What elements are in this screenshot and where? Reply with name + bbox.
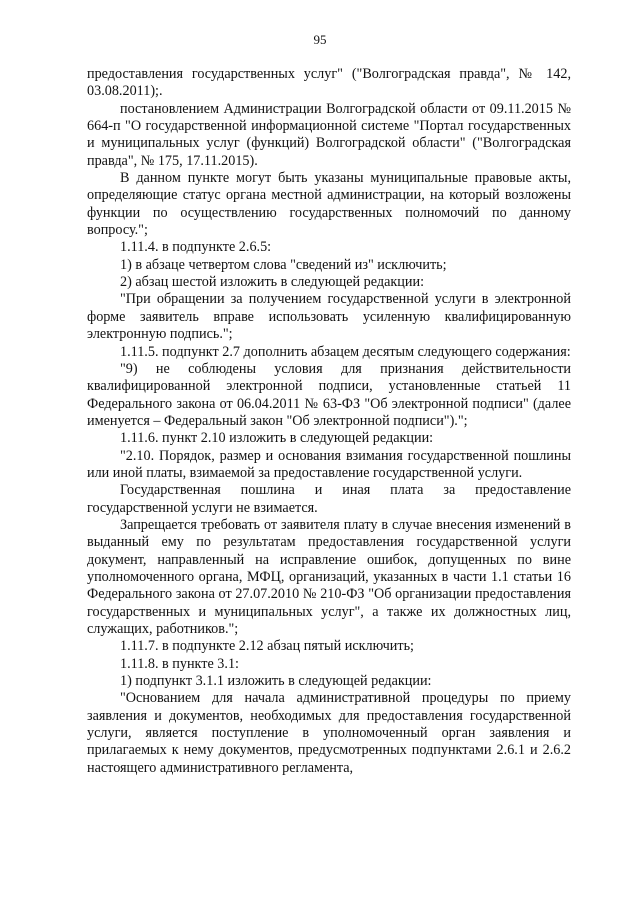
paragraph: 1.11.5. подпункт 2.7 дополнить абзацем десятым следующего содержания: — [120, 343, 571, 360]
paragraph: 1.11.6. пункт 2.10 изложить в следующей редакции: — [120, 430, 434, 447]
paragraph: 1.11.7. в подпункте 2.12 абзац пятый исключить; — [120, 638, 414, 655]
paragraph: В данном пункте могут быть указаны муниципальные правовые акты, определяющие статус органа местной администрации, на который возложены функции по осуществлению государственных полномочий по данному вопросу."; — [87, 170, 571, 239]
paragraph: Запрещается требовать от заявителя плату в случае внесения изменений в выданный ему по результатам предоставления государственной услуги документ, направленный на исправление ошибок, допущенных по вине уполномоченного органа, МФЦ, организаций, указанных в части 1.1 статьи 16 Федерального закона от 27.07.2010 № 210-ФЗ "Об организации предоставления государственных и муниципальных услуг", а также их должностных лиц, служащих, работников."; — [87, 516, 571, 637]
paragraph: 1.11.8. в пункте 3.1: — [120, 655, 239, 672]
paragraph: предоставления государственных услуг" ("Волгоградская правда", № 142, 03.08.2011);. — [87, 66, 571, 100]
page-number: 95 — [313, 32, 327, 47]
document-body — [87, 66, 571, 777]
paragraph: Государственная пошлина и иная плата за предоставление государственной услуги не взимается. — [87, 482, 571, 516]
paragraph: 1) в абзаце четвертом слова "сведений из" исключить; — [120, 256, 447, 273]
paragraph: 1.11.4. в подпункте 2.6.5: — [120, 239, 272, 256]
paragraph: "Основанием для начала административной процедуры по приему заявления и документов, необходимых для предоставления государственной услуги, является поступление в уполномоченный орган заявления и прилагаемых к нему документов, предусмотренных подпунктами 2.6.1 и 2.6.2 настоящего административного регламента, — [87, 690, 571, 776]
paragraph: "2.10. Порядок, размер и основания взимания государственной пошлины или иной платы, взимаемой за предоставление государственной услуги. — [87, 447, 571, 481]
paragraph: 2) абзац шестой изложить в следующей редакции: — [120, 274, 425, 291]
paragraph: 1) подпункт 3.1.1 изложить в следующей редакции: — [120, 673, 432, 690]
paragraph: постановлением Администрации Волгоградской области от 09.11.2015 № 664-п "О государственной информационной системе "Портал государственных и муниципальных услуг (функций) Волгоградской области" ("Волгоградская правда", № 175, 17.11.2015). — [87, 100, 571, 169]
paragraph: "При обращении за получением государственной услуги в электронной форме заявитель вправе использовать усиленную квалифицированную электронную подпись."; — [87, 291, 571, 343]
paragraph: "9) не соблюдены условия для признания действительности квалифицированной электронной подписи, установленные статьей 11 Федерального закона от 06.04.2011 № 63-ФЗ "Об электронной подписи" (далее именуется – Федеральный закон "Об электронной подписи")."; — [87, 360, 571, 429]
